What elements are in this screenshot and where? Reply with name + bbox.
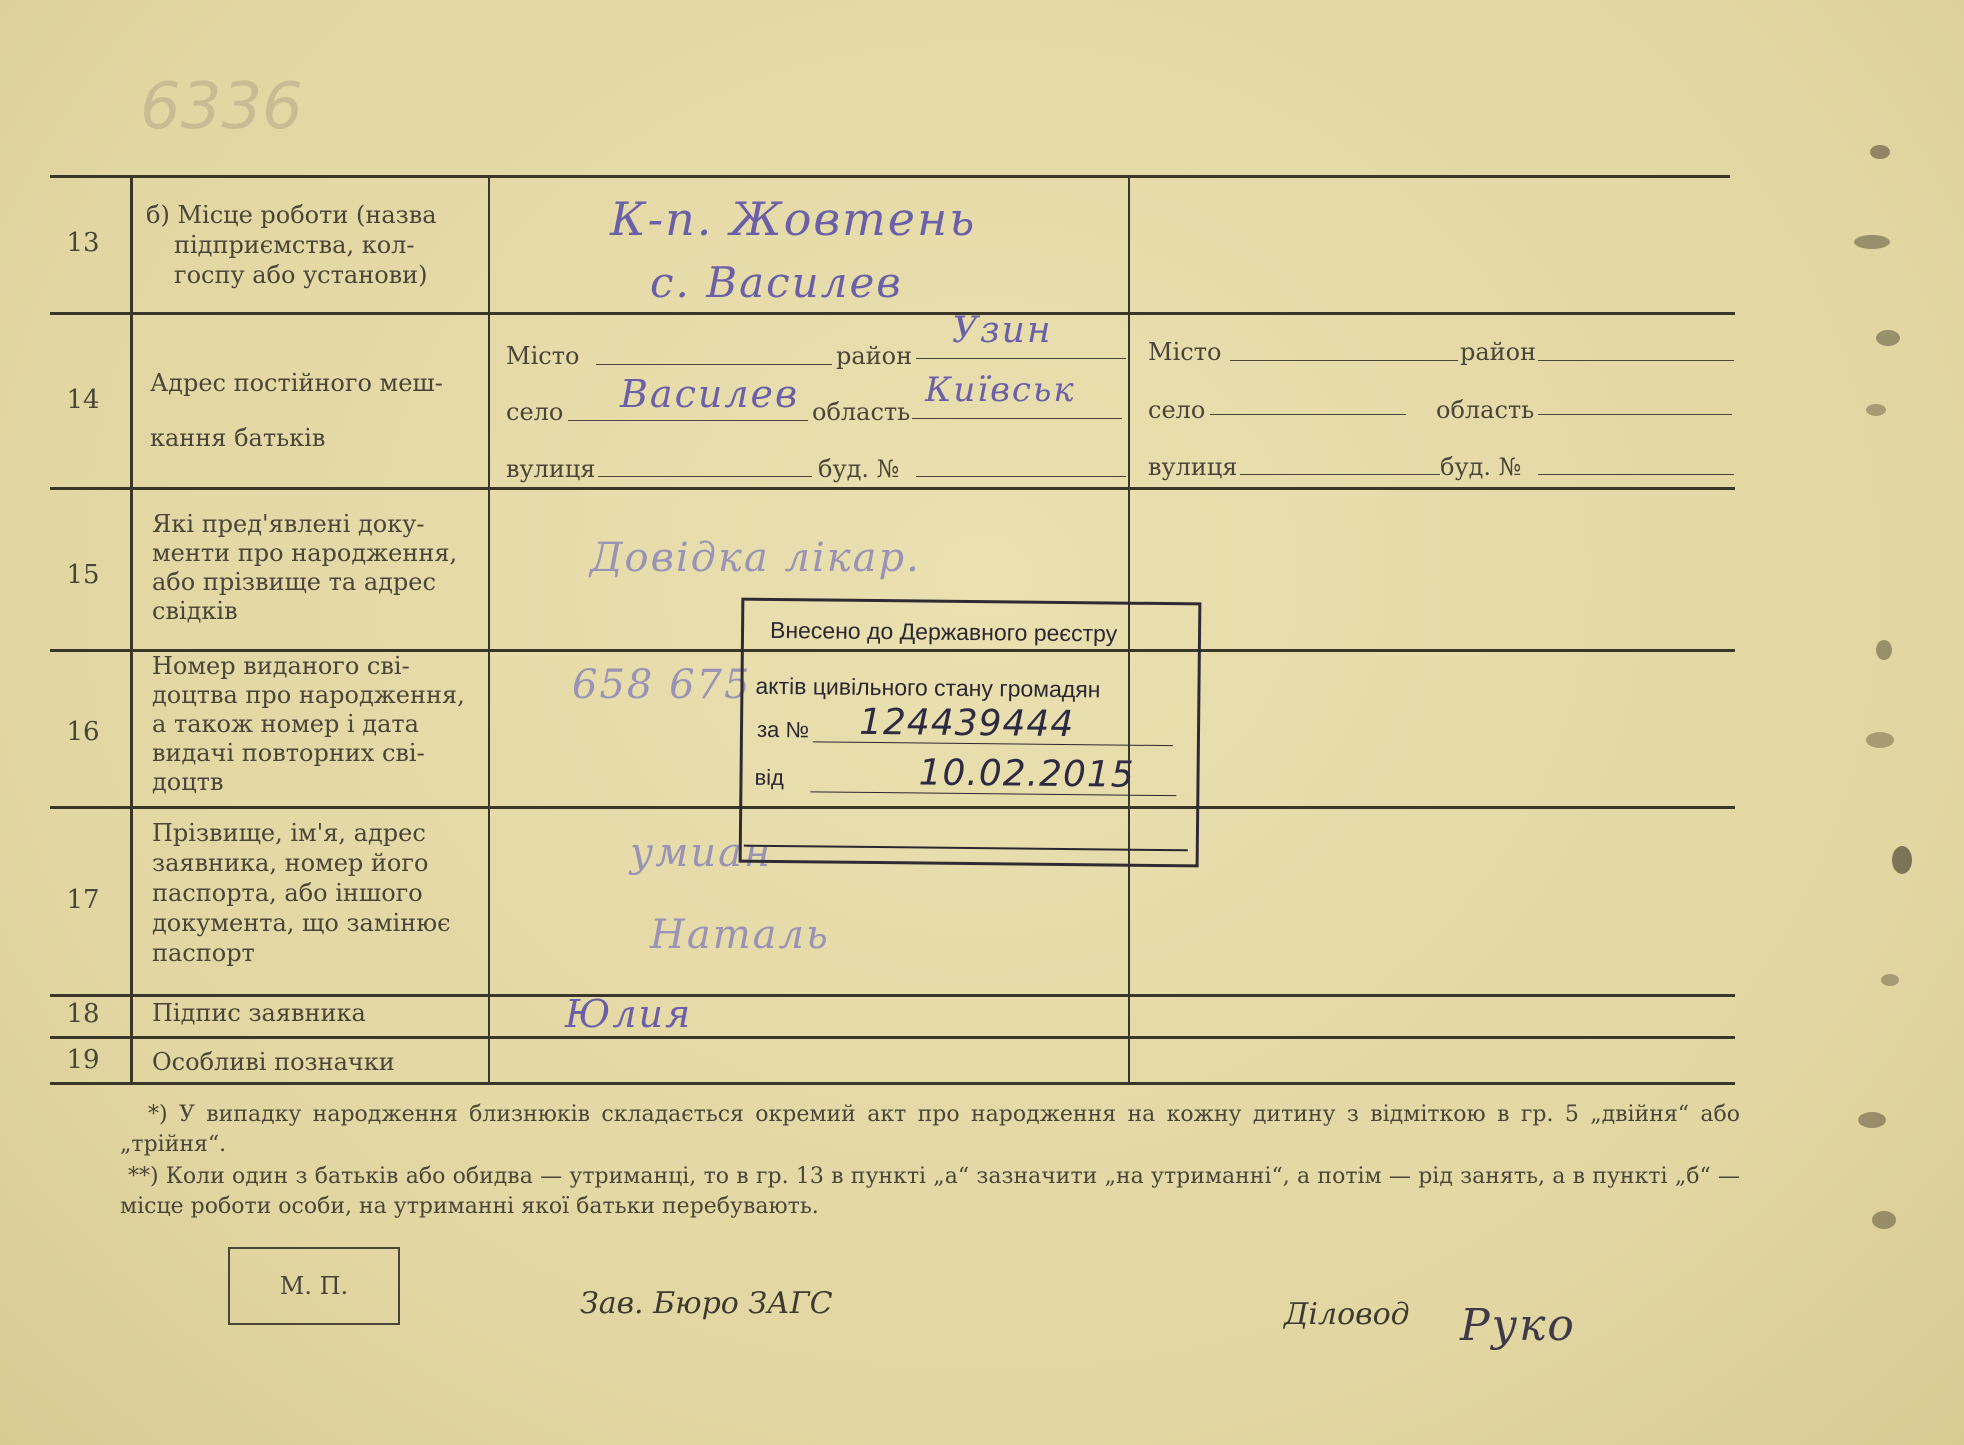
label-line: видачі повторних сві- <box>152 739 425 767</box>
row-number: 13 <box>66 228 100 258</box>
address-region-label: область <box>812 398 911 426</box>
footnote-2: **) Коли один з батьків або обидва — утриманці, то в гр. 13 в пункті „а“ зазначити „на утриманні“, а потім — рід занять, а в пункті „б“ — місце роботи особи, на утриманні якої батьки перебувають. <box>120 1164 1740 1219</box>
handwritten-workplace: К-п. Жовтень <box>610 192 977 246</box>
stamp-line-1: Внесено до Державного реєстру <box>769 616 1118 647</box>
label-line: Особливі позначки <box>152 1048 395 1076</box>
label-line: паспорта, або іншого <box>152 879 423 907</box>
row-number: 14 <box>66 385 100 415</box>
label-line: заявника, номер його <box>152 849 429 877</box>
stamp-date-value: 10.02.2015 <box>918 752 1135 796</box>
seal-placeholder: М. П. <box>228 1247 400 1325</box>
address-city-label: Місто <box>506 342 580 370</box>
label-line: свідків <box>152 597 238 625</box>
address-underline <box>596 364 832 365</box>
label-line: підприємства, кол- <box>174 231 415 259</box>
handwritten-district: Узин <box>952 310 1053 351</box>
row-label <box>152 652 478 797</box>
clerk-signature: Руко <box>1460 1300 1576 1351</box>
footnote-1: *) У випадку народження близнюків складається окремий акт про народження на кожну дитину з відміткою в гр. 5 „двійня“ або „трійня“. <box>120 1102 1740 1157</box>
row-label <box>152 1047 472 1077</box>
row-number: 18 <box>66 999 100 1029</box>
stamp-bottom-line <box>744 845 1188 852</box>
row-number: 19 <box>66 1045 100 1075</box>
address-village-label: село <box>506 398 564 426</box>
label-line: а також номер і дата <box>152 710 419 738</box>
col-divider <box>130 178 133 1082</box>
label-line: доцтв <box>152 768 224 796</box>
handwritten-village: с. Василев <box>650 258 903 307</box>
label-line: госпу або установи) <box>174 261 428 289</box>
label-line: Які пред'явлені доку- <box>152 510 425 538</box>
row-label <box>150 356 470 466</box>
handwritten-documents: Довідка лікар. <box>590 535 921 581</box>
head-of-registry-caption: Зав. Бюро ЗАГС <box>580 1286 833 1321</box>
label-line: паспорт <box>152 939 255 967</box>
archive-number: 6336 <box>140 70 303 144</box>
row-rule <box>50 312 1735 315</box>
row-label <box>152 998 472 1028</box>
address-house-label: буд. № <box>1440 453 1522 481</box>
address-street-label: вулиця <box>1148 453 1238 481</box>
handwritten-applicant: Наталь <box>650 912 830 958</box>
address-underline <box>1538 414 1732 415</box>
row-rule <box>50 994 1735 997</box>
stamp-number-value: 124439444 <box>858 701 1075 746</box>
applicant-signature: Юлия <box>565 992 693 1036</box>
row-label <box>152 510 474 626</box>
address-underline <box>1538 474 1734 475</box>
table-bottom-rule <box>50 1082 1735 1085</box>
row-number: 15 <box>66 560 100 590</box>
row-number: 16 <box>66 717 100 747</box>
address-underline <box>1240 474 1440 475</box>
label-line: менти про народження, <box>152 539 458 567</box>
label-line: або прізвище та адрес <box>152 568 436 596</box>
label-line: документа, що замінює <box>152 909 451 937</box>
stamp-line-2: актів цивільного стану громадян <box>755 672 1101 703</box>
handwritten-region: Київськ <box>925 370 1076 410</box>
label-line: б) Місце роботи (назва <box>146 201 437 229</box>
label-line: Номер виданого сві- <box>152 652 410 680</box>
address-region-label: область <box>1436 396 1535 424</box>
address-house-label: буд. № <box>818 455 900 483</box>
row-rule <box>50 487 1735 490</box>
handwritten-village: Василев <box>620 372 800 416</box>
clerk-caption: Діловод <box>1284 1297 1410 1332</box>
row-label <box>146 200 474 290</box>
address-underline <box>1230 360 1458 361</box>
address-underline <box>1538 360 1734 361</box>
stamp-number-label: за № <box>756 716 810 743</box>
table-top-rule <box>50 175 1730 178</box>
address-underline <box>598 476 812 477</box>
address-underline <box>916 476 1126 477</box>
label-line: кання батьків <box>150 424 326 452</box>
label-line: доцтва про народження, <box>152 681 465 709</box>
address-street-label: вулиця <box>506 455 596 483</box>
label-line: Адрес постійного меш- <box>150 369 443 397</box>
address-underline <box>1210 414 1406 415</box>
handwritten-applicant: умиан <box>630 830 773 876</box>
address-underline <box>912 418 1122 419</box>
address-underline <box>916 358 1126 359</box>
registry-stamp <box>739 598 1202 868</box>
binding-damage-marks <box>1780 130 1940 1330</box>
address-underline <box>568 420 808 421</box>
address-city-label: Місто <box>1148 338 1222 366</box>
address-district-label: район <box>836 342 913 370</box>
row-label <box>152 818 476 968</box>
label-line: Прізвище, ім'я, адрес <box>152 819 426 847</box>
row-number: 17 <box>66 885 100 915</box>
address-village-label: село <box>1148 396 1206 424</box>
handwritten-certificate-number: 658 675 <box>572 662 752 708</box>
label-line: Підпис заявника <box>152 999 366 1027</box>
stamp-date-label: від <box>754 764 785 791</box>
row-rule <box>50 1036 1735 1039</box>
address-district-label: район <box>1460 338 1537 366</box>
col-divider <box>488 178 490 1082</box>
